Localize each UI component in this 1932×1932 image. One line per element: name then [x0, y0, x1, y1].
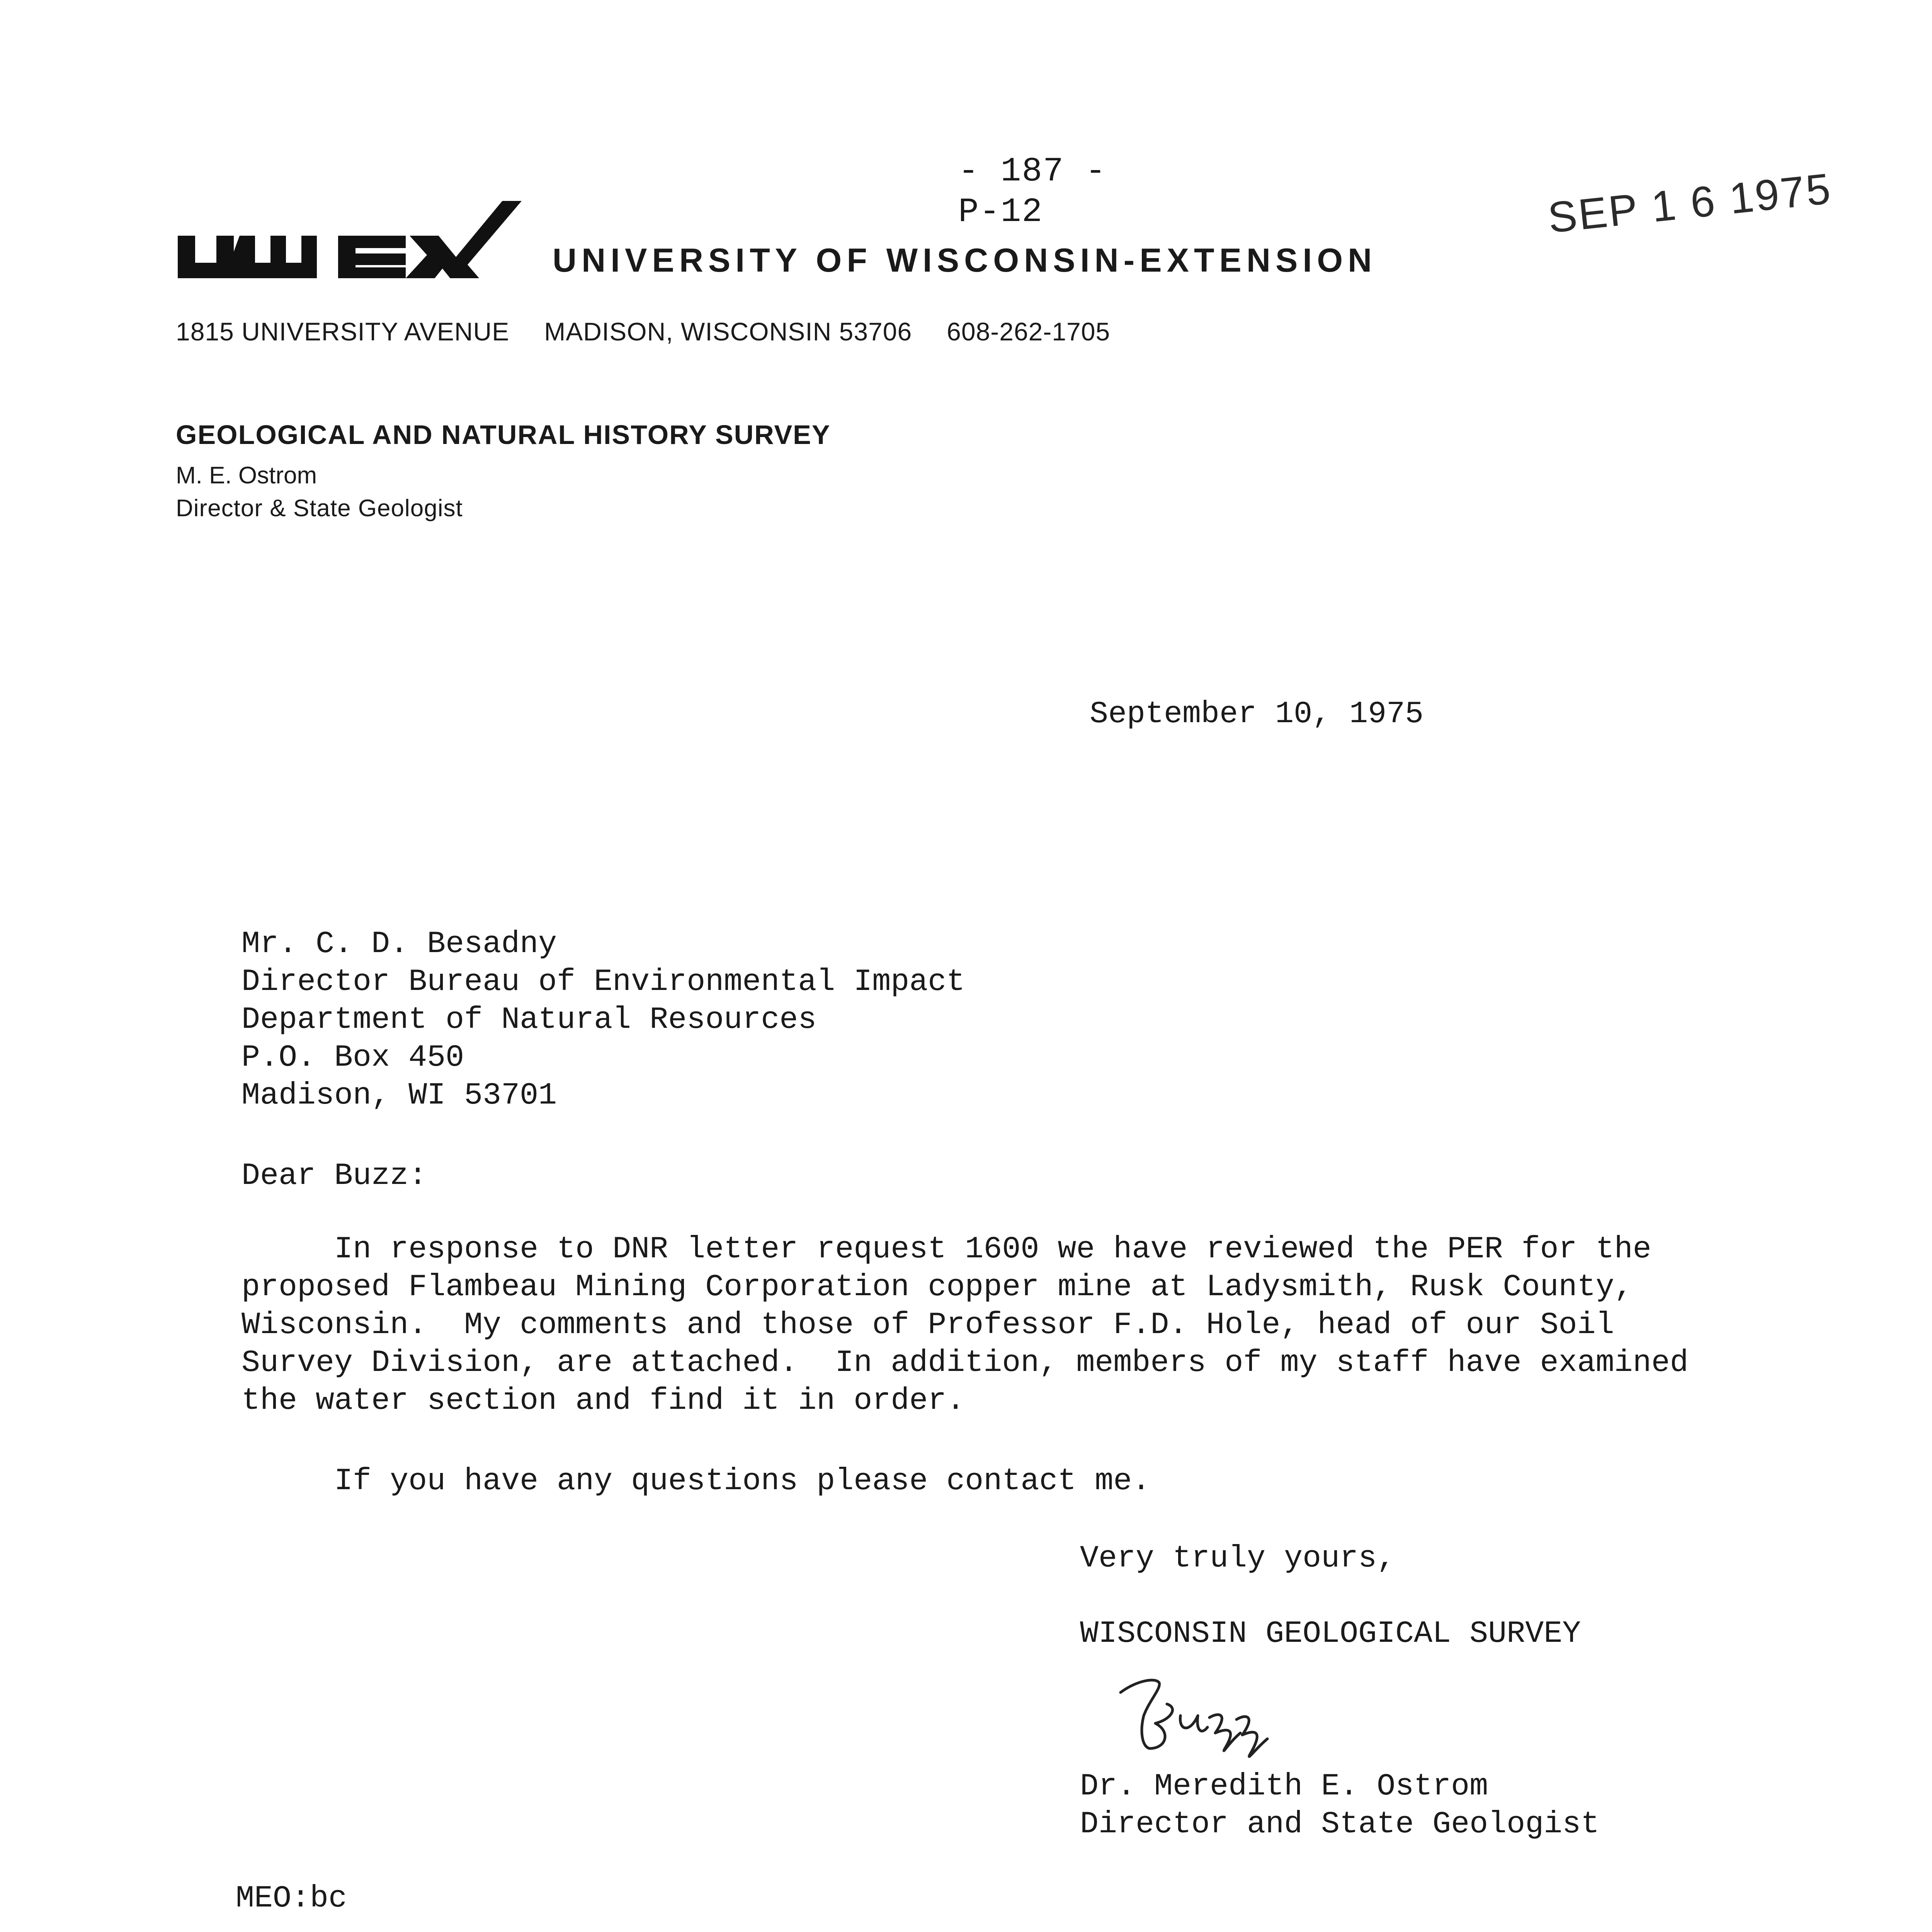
paragraph-line: proposed Flambeau Mining Corporation copper mine at Ladysmith, Rusk County, [242, 1270, 1633, 1305]
department-name: GEOLOGICAL AND NATURAL HISTORY SURVEY [176, 420, 831, 450]
page-number: - 187 - [958, 153, 1107, 191]
signer-title: Director and State Geologist [1080, 1807, 1600, 1842]
paragraph-line: the water section and find it in order. [242, 1383, 965, 1418]
uwex-logo [174, 199, 522, 280]
recipient-line: Director Bureau of Environmental Impact [242, 964, 965, 1000]
letterhead-director-title: Director & State Geologist [176, 495, 463, 522]
phone-number: 608-262-1705 [947, 317, 1111, 346]
paragraph-line: In response to DNR letter request 1600 we have reviewed the PER for the [242, 1232, 1651, 1267]
paragraph-line: Survey Division, are attached. In addition, members of my staff have examined [242, 1345, 1689, 1381]
city-state-zip: MADISON, WISCONSIN 53706 [544, 317, 912, 346]
complimentary-closing: Very truly yours, [1080, 1541, 1396, 1576]
page-reference: P-12 [958, 193, 1043, 231]
recipient-line: P.O. Box 450 [242, 1040, 464, 1075]
letterhead-director-name: M. E. Ostrom [176, 462, 317, 489]
recipient-line: Madison, WI 53701 [242, 1078, 557, 1113]
salutation: Dear Buzz: [242, 1158, 427, 1194]
received-date-stamp: SEP 1 6 1975 [1546, 164, 1834, 242]
reference-initials: MEO:bc [236, 1881, 347, 1916]
signing-organization: WISCONSIN GEOLOGICAL SURVEY [1080, 1616, 1581, 1651]
body-paragraph-2: If you have any questions please contact me. [242, 1464, 1151, 1499]
paragraph-line: Wisconsin. My comments and those of Professor F.D. Hole, head of our Soil [242, 1308, 1614, 1343]
letter-date: September 10, 1975 [1090, 697, 1424, 732]
signer-block [1080, 1768, 1599, 1844]
street-address: 1815 UNIVERSITY AVENUE [176, 317, 510, 346]
recipient-line: Mr. C. D. Besadny [242, 927, 557, 962]
university-name: UNIVERSITY OF WISCONSIN-EXTENSION [553, 242, 1377, 279]
body-paragraph-1 [242, 1231, 1689, 1420]
letterhead-address [176, 317, 1110, 346]
handwritten-signature [1113, 1665, 1283, 1766]
recipient-line: Department of Natural Resources [242, 1002, 817, 1037]
signer-name: Dr. Meredith E. Ostrom [1080, 1769, 1488, 1804]
recipient-address-block [242, 925, 965, 1115]
